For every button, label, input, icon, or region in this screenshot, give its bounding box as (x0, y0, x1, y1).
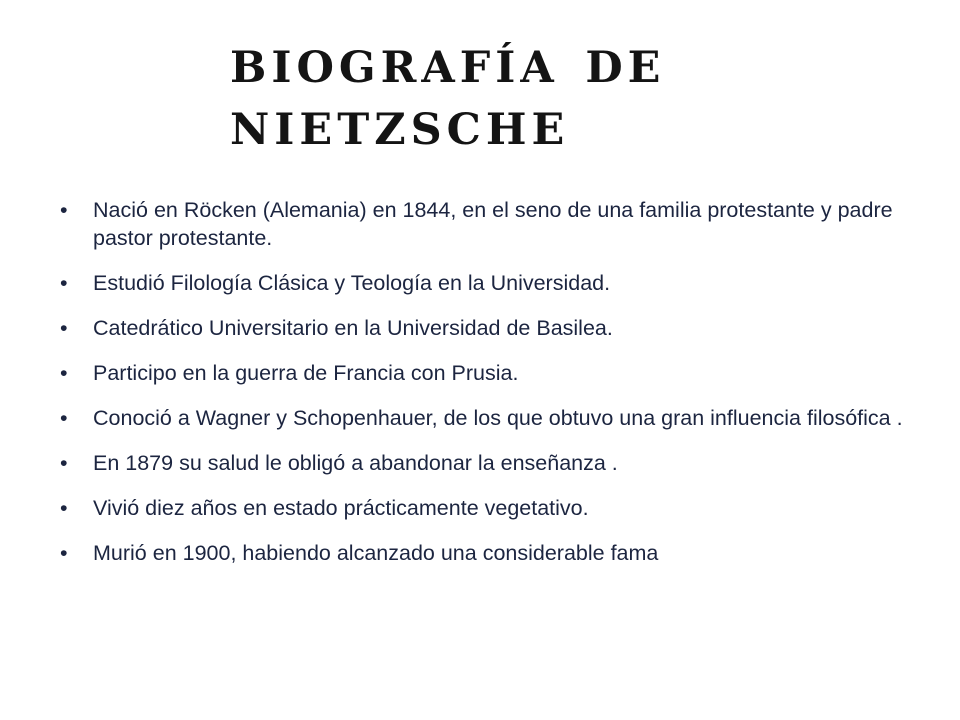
bullet-icon: • (60, 198, 68, 222)
bullet-item (60, 404, 920, 432)
bullet-text: En 1879 su salud le obligó a abandonar la enseñanza . (93, 451, 618, 475)
bullet-text: Vivió diez años en estado prácticamente vegetativo. (93, 496, 589, 520)
bullet-icon: • (60, 406, 68, 430)
bullet-item (60, 494, 920, 522)
bullet-text: Estudió Filología Clásica y Teología en la Universidad. (93, 271, 611, 295)
bullet-item (60, 314, 920, 342)
bullet-item (60, 449, 920, 477)
bullet-item (60, 539, 920, 567)
bullet-text: Participo en la guerra de Francia con Prusia. (93, 361, 519, 385)
bullet-text: Conoció a Wagner y Schopenhauer, de los que obtuvo una gran influencia filosófica . (93, 406, 903, 430)
bullet-icon: • (60, 316, 68, 340)
bullet-text: Nació en Röcken (Alemania) en 1844, en el seno de una familia protestante y padre pastor protestante. (93, 198, 893, 250)
slide-title: biografía de nietzsche (230, 24, 666, 159)
bullet-list (60, 196, 920, 584)
bullet-icon: • (60, 451, 68, 475)
bullet-item (60, 196, 920, 252)
bullet-icon: • (60, 541, 68, 565)
bullet-text: Catedrático Universitario en la Universidad de Basilea. (93, 316, 613, 340)
bullet-item (60, 359, 920, 387)
bullet-icon: • (60, 361, 68, 385)
bullet-icon: • (60, 496, 68, 520)
bullet-text: Murió en 1900, habiendo alcanzado una considerable fama (93, 541, 659, 565)
bullet-icon: • (60, 271, 68, 295)
bullet-item (60, 269, 920, 297)
